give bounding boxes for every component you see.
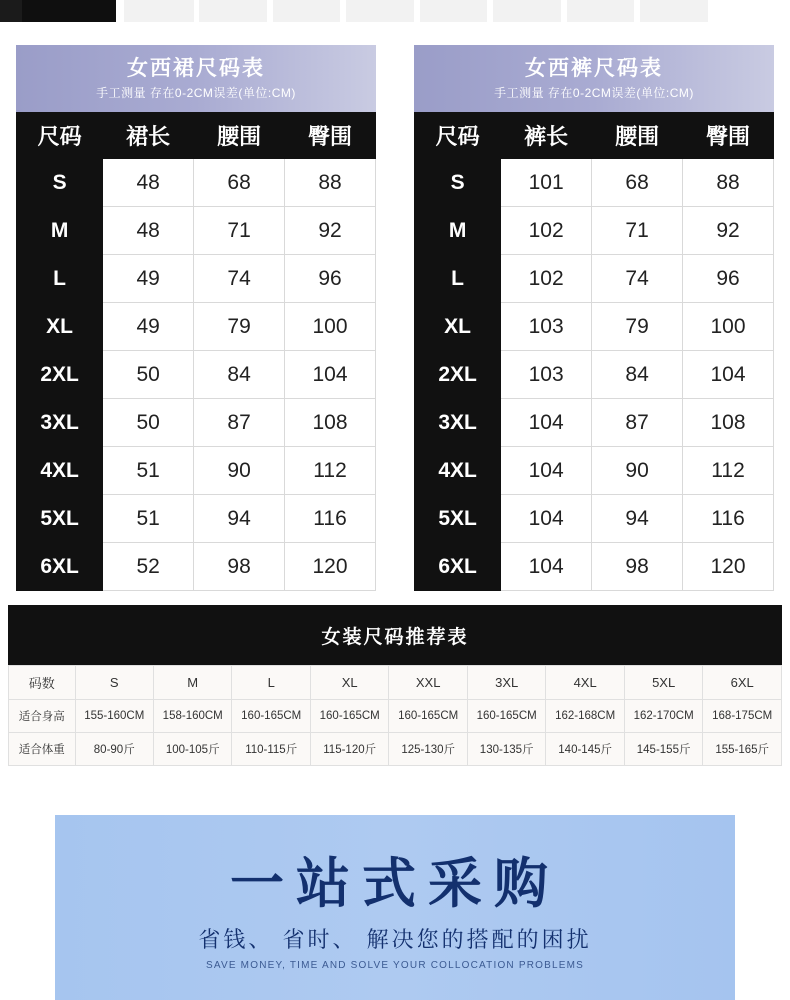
measure-cell: 52 bbox=[103, 543, 194, 591]
measure-cell: 120 bbox=[285, 543, 376, 591]
top-strip-segment-15 bbox=[567, 0, 634, 22]
measure-cell: 104 bbox=[501, 495, 592, 543]
recommend-value-cell: 160-165CM bbox=[310, 700, 388, 733]
size-cell: 2XL bbox=[17, 351, 103, 399]
column-header: 臀围 bbox=[683, 113, 774, 159]
recommend-row bbox=[9, 733, 782, 766]
size-cell: M bbox=[17, 207, 103, 255]
recommend-size-header: S bbox=[75, 666, 153, 700]
measure-cell: 104 bbox=[501, 399, 592, 447]
recommend-value-cell: 162-170CM bbox=[624, 700, 702, 733]
size-cell: S bbox=[415, 159, 501, 207]
size-cell: 4XL bbox=[415, 447, 501, 495]
measure-cell: 87 bbox=[194, 399, 285, 447]
table-row bbox=[17, 255, 376, 303]
measure-cell: 100 bbox=[683, 303, 774, 351]
size-cell: XL bbox=[415, 303, 501, 351]
promo-english-line: SAVE MONEY, TIME AND SOLVE YOUR COLLOCATION PROBLEMS bbox=[205, 960, 585, 971]
promo-headline: 一站式采购 bbox=[230, 854, 560, 914]
top-strip-segment-9 bbox=[346, 0, 413, 22]
measure-cell: 104 bbox=[683, 351, 774, 399]
recommend-size-header: 5XL bbox=[624, 666, 702, 700]
recommend-value-cell: 155-165斤 bbox=[703, 733, 782, 766]
promo-subline: 省钱、 省时、 解决您的搭配的困扰 bbox=[198, 927, 592, 952]
recommend-value-cell: 115-120斤 bbox=[310, 733, 388, 766]
table-row bbox=[415, 255, 774, 303]
recommend-size-header: L bbox=[232, 666, 310, 700]
measure-cell: 49 bbox=[103, 255, 194, 303]
table-row bbox=[17, 351, 376, 399]
top-strip-segment-3 bbox=[124, 0, 193, 22]
recommend-value-cell: 160-165CM bbox=[389, 700, 467, 733]
recommend-value-cell: 162-168CM bbox=[546, 700, 624, 733]
recommend-table-body bbox=[9, 666, 782, 766]
column-header: 尺码 bbox=[415, 113, 501, 159]
measure-cell: 88 bbox=[683, 159, 774, 207]
measure-cell: 87 bbox=[592, 399, 683, 447]
column-header: 尺码 bbox=[17, 113, 103, 159]
recommend-size-header: XXL bbox=[389, 666, 467, 700]
recommend-table bbox=[8, 605, 782, 766]
measure-cell: 74 bbox=[194, 255, 285, 303]
size-cell: 5XL bbox=[17, 495, 103, 543]
table-row bbox=[17, 399, 376, 447]
measure-cell: 92 bbox=[683, 207, 774, 255]
measure-cell: 94 bbox=[592, 495, 683, 543]
measure-cell: 90 bbox=[194, 447, 285, 495]
measure-cell: 98 bbox=[592, 543, 683, 591]
top-strip-segment-1 bbox=[22, 0, 116, 22]
recommend-header-row bbox=[9, 666, 782, 700]
top-strip-segment-0 bbox=[0, 0, 22, 22]
measure-cell: 104 bbox=[285, 351, 376, 399]
recommend-size-header: 6XL bbox=[703, 666, 782, 700]
size-cell: 4XL bbox=[17, 447, 103, 495]
table-row bbox=[415, 207, 774, 255]
recommend-size-header: 4XL bbox=[546, 666, 624, 700]
table-row bbox=[415, 351, 774, 399]
measure-cell: 68 bbox=[194, 159, 285, 207]
measure-cell: 112 bbox=[285, 447, 376, 495]
measure-cell: 68 bbox=[592, 159, 683, 207]
table-header-row bbox=[415, 113, 774, 159]
measure-cell: 90 bbox=[592, 447, 683, 495]
table-row bbox=[17, 447, 376, 495]
size-cell: L bbox=[17, 255, 103, 303]
table-row bbox=[415, 159, 774, 207]
table-row bbox=[415, 543, 774, 591]
pants-table-title: 女西裤尺码表 bbox=[525, 57, 663, 80]
recommend-value-cell: 130-135斤 bbox=[467, 733, 545, 766]
size-cell: S bbox=[17, 159, 103, 207]
recommend-table-grid bbox=[8, 665, 782, 766]
measure-cell: 79 bbox=[592, 303, 683, 351]
measure-cell: 102 bbox=[501, 255, 592, 303]
measure-cell: 92 bbox=[285, 207, 376, 255]
measure-cell: 108 bbox=[285, 399, 376, 447]
measure-cell: 120 bbox=[683, 543, 774, 591]
table-row bbox=[415, 447, 774, 495]
measure-cell: 116 bbox=[285, 495, 376, 543]
table-row bbox=[415, 303, 774, 351]
recommend-table-title: 女装尺码推荐表 bbox=[8, 605, 782, 665]
recommend-row-label: 适合身高 bbox=[9, 700, 76, 733]
measure-cell: 88 bbox=[285, 159, 376, 207]
table-header-row bbox=[17, 113, 376, 159]
recommend-row bbox=[9, 700, 782, 733]
table-row bbox=[415, 495, 774, 543]
size-cell: M bbox=[415, 207, 501, 255]
size-cell: L bbox=[415, 255, 501, 303]
column-header: 臀围 bbox=[285, 113, 376, 159]
top-strip-segment-18 bbox=[708, 0, 790, 22]
measure-cell: 112 bbox=[683, 447, 774, 495]
pants-table-note: 手工测量 存在0-2CM误差(单位:CM) bbox=[494, 86, 694, 100]
measure-cell: 102 bbox=[501, 207, 592, 255]
measure-cell: 96 bbox=[285, 255, 376, 303]
measure-cell: 104 bbox=[501, 447, 592, 495]
size-cell: 6XL bbox=[17, 543, 103, 591]
measure-cell: 108 bbox=[683, 399, 774, 447]
top-strip-segment-13 bbox=[493, 0, 560, 22]
measure-cell: 116 bbox=[683, 495, 774, 543]
column-header: 裙长 bbox=[103, 113, 194, 159]
recommend-size-header: M bbox=[153, 666, 231, 700]
table-row bbox=[17, 543, 376, 591]
recommend-value-cell: 155-160CM bbox=[75, 700, 153, 733]
recommend-value-cell: 140-145斤 bbox=[546, 733, 624, 766]
top-decorative-strip bbox=[0, 0, 790, 22]
column-header: 腰围 bbox=[592, 113, 683, 159]
recommend-value-cell: 100-105斤 bbox=[153, 733, 231, 766]
pants-table-grid bbox=[414, 112, 774, 591]
column-header: 裤长 bbox=[501, 113, 592, 159]
size-cell: 6XL bbox=[415, 543, 501, 591]
recommend-value-cell: 168-175CM bbox=[703, 700, 782, 733]
measure-cell: 51 bbox=[103, 495, 194, 543]
recommend-value-cell: 145-155斤 bbox=[624, 733, 702, 766]
table-row bbox=[17, 159, 376, 207]
measure-cell: 48 bbox=[103, 159, 194, 207]
recommend-value-cell: 125-130斤 bbox=[389, 733, 467, 766]
column-header: 腰围 bbox=[194, 113, 285, 159]
skirt-table-body bbox=[17, 113, 376, 591]
measure-cell: 71 bbox=[194, 207, 285, 255]
promo-banner bbox=[55, 815, 735, 1000]
size-cell: 5XL bbox=[415, 495, 501, 543]
skirt-table-grid bbox=[16, 112, 376, 591]
pants-size-table bbox=[414, 45, 774, 591]
measure-cell: 98 bbox=[194, 543, 285, 591]
recommend-size-header: XL bbox=[310, 666, 388, 700]
measure-cell: 104 bbox=[501, 543, 592, 591]
recommend-value-cell: 110-115斤 bbox=[232, 733, 310, 766]
measure-cell: 79 bbox=[194, 303, 285, 351]
measure-cell: 71 bbox=[592, 207, 683, 255]
top-strip-segment-2 bbox=[116, 0, 124, 22]
recommend-value-cell: 160-165CM bbox=[467, 700, 545, 733]
measure-cell: 103 bbox=[501, 351, 592, 399]
recommend-corner-label: 码数 bbox=[9, 666, 76, 700]
pants-table-header bbox=[414, 45, 774, 112]
measure-cell: 48 bbox=[103, 207, 194, 255]
measure-cell: 94 bbox=[194, 495, 285, 543]
measure-cell: 84 bbox=[194, 351, 285, 399]
size-cell: 3XL bbox=[415, 399, 501, 447]
measure-cell: 51 bbox=[103, 447, 194, 495]
table-row bbox=[415, 399, 774, 447]
top-strip-segment-17 bbox=[640, 0, 707, 22]
measure-cell: 74 bbox=[592, 255, 683, 303]
top-strip-segment-5 bbox=[199, 0, 266, 22]
size-tables-row bbox=[0, 45, 790, 591]
recommend-value-cell: 80-90斤 bbox=[75, 733, 153, 766]
table-row bbox=[17, 495, 376, 543]
measure-cell: 50 bbox=[103, 351, 194, 399]
size-cell: 3XL bbox=[17, 399, 103, 447]
recommend-value-cell: 158-160CM bbox=[153, 700, 231, 733]
measure-cell: 100 bbox=[285, 303, 376, 351]
table-row bbox=[17, 207, 376, 255]
size-cell: XL bbox=[17, 303, 103, 351]
skirt-table-title: 女西裙尺码表 bbox=[127, 57, 265, 80]
measure-cell: 84 bbox=[592, 351, 683, 399]
recommend-size-header: 3XL bbox=[467, 666, 545, 700]
top-strip-segment-7 bbox=[273, 0, 340, 22]
table-row bbox=[17, 303, 376, 351]
top-strip-segment-11 bbox=[420, 0, 487, 22]
skirt-size-table bbox=[16, 45, 376, 591]
skirt-table-note: 手工测量 存在0-2CM误差(单位:CM) bbox=[96, 86, 296, 100]
pants-table-body bbox=[415, 113, 774, 591]
measure-cell: 49 bbox=[103, 303, 194, 351]
measure-cell: 96 bbox=[683, 255, 774, 303]
measure-cell: 101 bbox=[501, 159, 592, 207]
recommend-value-cell: 160-165CM bbox=[232, 700, 310, 733]
recommend-row-label: 适合体重 bbox=[9, 733, 76, 766]
measure-cell: 103 bbox=[501, 303, 592, 351]
measure-cell: 50 bbox=[103, 399, 194, 447]
skirt-table-header bbox=[16, 45, 376, 112]
size-cell: 2XL bbox=[415, 351, 501, 399]
